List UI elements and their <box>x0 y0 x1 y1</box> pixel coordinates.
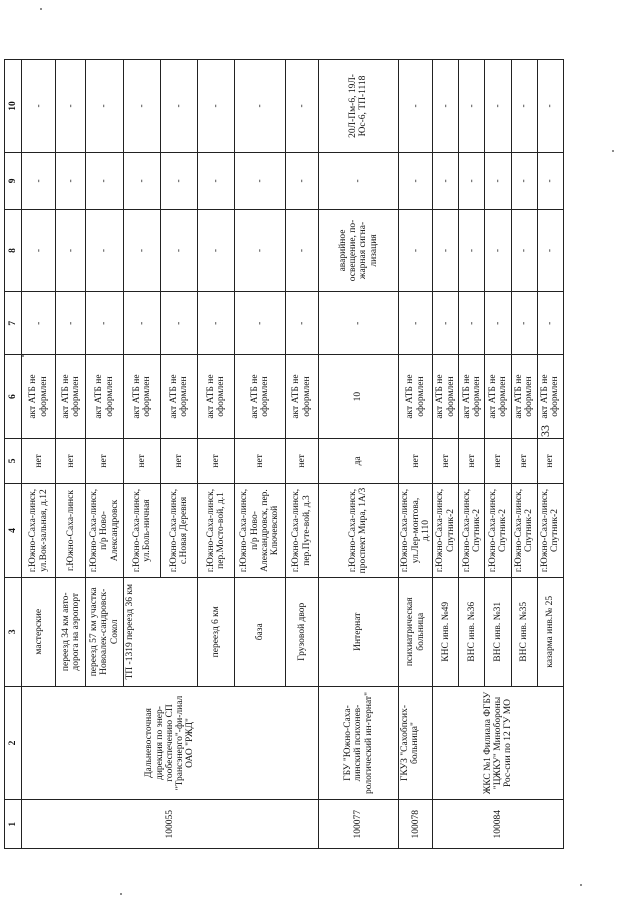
cell-object: ВНС инв. №35 <box>511 577 537 686</box>
cell-col10: - <box>235 60 285 153</box>
header-row <box>5 60 22 849</box>
cell-object: КНС инв. №49 <box>433 577 459 686</box>
cell-address: г.Южно-Саха-линск <box>56 484 86 578</box>
cell-col8: - <box>22 209 56 291</box>
cell-col5: нет <box>485 438 511 483</box>
cell-col5: нет <box>433 438 459 483</box>
rotated-table-wrapper <box>4 59 564 849</box>
cell-col9: - <box>459 152 485 209</box>
cell-address: г.Южно-Саха-линск, Спутник-2 <box>511 484 537 578</box>
cell-object: переезд 34 км авто-дорога на аэропорт <box>56 577 86 686</box>
cell-col8: - <box>86 209 123 291</box>
cell-col7: - <box>198 292 235 355</box>
cell-col5: нет <box>537 438 563 483</box>
cell-col9: - <box>433 152 459 209</box>
table-row <box>22 60 56 849</box>
cell-col9: - <box>56 152 86 209</box>
cell-id: 100077 <box>318 800 398 849</box>
cell-col7: - <box>399 292 433 355</box>
cell-col6: акт АТБ не оформлен <box>22 355 56 438</box>
page-number: 33 <box>538 425 552 437</box>
cell-col6: акт АТБ не оформлен <box>511 355 537 438</box>
cell-col6: акт АТБ не оформлен <box>433 355 459 438</box>
table-row <box>433 60 459 849</box>
facilities-table <box>4 59 564 849</box>
cell-col8: - <box>511 209 537 291</box>
cell-col10: - <box>511 60 537 153</box>
header-cell: 1 <box>5 800 22 849</box>
cell-col7: - <box>537 292 563 355</box>
cell-col9: - <box>22 152 56 209</box>
cell-col7: - <box>56 292 86 355</box>
cell-col5: нет <box>86 438 123 483</box>
cell-col6: акт АТБ не оформлен <box>86 355 123 438</box>
cell-col8: - <box>123 209 160 291</box>
cell-col7: - <box>160 292 197 355</box>
cell-object: переезд 6 км <box>198 577 235 686</box>
table-row <box>318 60 398 849</box>
header-cell: 2 <box>5 686 22 800</box>
cell-col5: нет <box>235 438 285 483</box>
cell-col10: - <box>459 60 485 153</box>
cell-organization: ЖКС №1 Филиала ФГБУ "ЦЖКУ" Минобороны Рос-сии по 12 ГУ МО <box>433 686 564 800</box>
cell-id: 100055 <box>22 800 319 849</box>
cell-col8: - <box>399 209 433 291</box>
cell-col10: - <box>56 60 86 153</box>
cell-col7: - <box>285 292 318 355</box>
cell-col7: - <box>511 292 537 355</box>
cell-organization: ГБУ "Южно-Саха-линский психонев-рологический ин-тернат" <box>318 686 398 800</box>
cell-address: г.Южно-Саха-линск, с.Новая Деревня <box>160 484 197 578</box>
cell-col6: акт АТБ не оформлен <box>537 355 563 438</box>
cell-col8: - <box>537 209 563 291</box>
cell-col7: - <box>86 292 123 355</box>
cell-address: г.Южно-Саха-линск, п/р Ново-Александровск <box>86 484 123 578</box>
cell-id: 100084 <box>433 800 564 849</box>
cell-address: г.Южно-Саха-линск, Спутник-2 <box>433 484 459 578</box>
cell-object: переезд 57 км участка Новоалек-сандровск-Сокол <box>86 577 123 686</box>
cell-col7: - <box>22 292 56 355</box>
cell-col5: да <box>318 438 398 483</box>
cell-col6: акт АТБ не оформлен <box>123 355 160 438</box>
cell-col8: - <box>160 209 197 291</box>
cell-col6: акт АТБ не оформлен <box>285 355 318 438</box>
cell-object: ТП -1319 переезд 36 км <box>123 577 197 686</box>
cell-col7: - <box>485 292 511 355</box>
cell-col5: нет <box>511 438 537 483</box>
cell-col6: акт АТБ не оформлен <box>485 355 511 438</box>
header-cell: 3 <box>5 577 22 686</box>
header-cell: 8 <box>5 209 22 291</box>
cell-col5: нет <box>399 438 433 483</box>
cell-col9: - <box>399 152 433 209</box>
cell-col6: акт АТБ не оформлен <box>56 355 86 438</box>
cell-col9: - <box>511 152 537 209</box>
cell-col5: нет <box>198 438 235 483</box>
cell-col9: - <box>485 152 511 209</box>
cell-col9: - <box>235 152 285 209</box>
cell-address: г.Южно-Саха-линск, ул.Боль-ничная <box>123 484 160 578</box>
cell-address: г.Южно-Саха-линск, Спутник-2 <box>537 484 563 578</box>
cell-organization: ГКУЗ "Сахобпсих-больница" <box>399 686 433 800</box>
header-cell: 4 <box>5 484 22 578</box>
cell-col5: нет <box>123 438 160 483</box>
cell-col6: 10 <box>318 355 398 438</box>
cell-col7: - <box>235 292 285 355</box>
cell-col8: - <box>198 209 235 291</box>
cell-col5: нет <box>285 438 318 483</box>
cell-address: г.Южно-Саха-линск, пер.Мосто-вой, д.1 <box>198 484 235 578</box>
cell-col8: аварийное освещение, по-жарная сигна-лизация <box>318 209 398 291</box>
cell-col10: - <box>22 60 56 153</box>
cell-col7: - <box>459 292 485 355</box>
cell-object: Интернат <box>318 577 398 686</box>
cell-col9: - <box>198 152 235 209</box>
cell-col6: акт АТБ не оформлен <box>160 355 197 438</box>
cell-object: ВНС инв. №31 <box>485 577 511 686</box>
cell-col5: нет <box>22 438 56 483</box>
cell-object: психиатрическая больница <box>399 577 433 686</box>
cell-col8: - <box>459 209 485 291</box>
cell-col10: - <box>433 60 459 153</box>
cell-address: г.Южно-Саха-линск, Спутник-2 <box>459 484 485 578</box>
cell-address: г.Южно-Саха-линск, проспект Мира, 1А/3 <box>318 484 398 578</box>
cell-col10: - <box>485 60 511 153</box>
cell-id: 100078 <box>399 800 433 849</box>
cell-object: мастерские <box>22 577 56 686</box>
header-cell: 10 <box>5 60 22 153</box>
cell-organization: Дальневосточная дирекция по энер-гообеспечению СП "Трансэнерго"-фи-лиал ОАО "РЖД" <box>22 686 319 800</box>
cell-address: г.Южно-Саха-линск, пер.Путе-вой, д.3 <box>285 484 318 578</box>
cell-col8: - <box>56 209 86 291</box>
cell-col10: 20Л-Пм-6, 19Л-Юс-6, ТП-1118 <box>318 60 398 153</box>
cell-col5: нет <box>459 438 485 483</box>
cell-col10: - <box>86 60 123 153</box>
header-cell: 7 <box>5 292 22 355</box>
cell-address: г.Южно-Саха-линск, Спутник-2 <box>485 484 511 578</box>
cell-object: база <box>235 577 285 686</box>
table-row <box>399 60 433 849</box>
cell-address: г.Южно-Саха-линск, ул.Вок-зальная, д.12 <box>22 484 56 578</box>
cell-col10: - <box>537 60 563 153</box>
cell-col5: нет <box>160 438 197 483</box>
cell-address: г.Южно-Саха-линск, ул.Лер-монтова, д.110 <box>399 484 433 578</box>
cell-col8: - <box>235 209 285 291</box>
cell-object: казарма инв.№ 25 <box>537 577 563 686</box>
header-cell: 6 <box>5 355 22 438</box>
cell-col9: - <box>160 152 197 209</box>
header-cell: 9 <box>5 152 22 209</box>
cell-col9: - <box>285 152 318 209</box>
header-cell: 5 <box>5 438 22 483</box>
cell-col7: - <box>123 292 160 355</box>
cell-col10: - <box>198 60 235 153</box>
cell-col9: - <box>86 152 123 209</box>
cell-col10: - <box>285 60 318 153</box>
cell-col9: - <box>318 152 398 209</box>
cell-col9: - <box>123 152 160 209</box>
cell-col10: - <box>399 60 433 153</box>
cell-col6: акт АТБ не оформлен <box>198 355 235 438</box>
cell-col6: акт АТБ не оформлен <box>399 355 433 438</box>
cell-col8: - <box>433 209 459 291</box>
cell-col10: - <box>123 60 160 153</box>
cell-col5: нет <box>56 438 86 483</box>
cell-col7: - <box>433 292 459 355</box>
cell-col10: - <box>160 60 197 153</box>
cell-object: ВНС инв. №36 <box>459 577 485 686</box>
cell-object: Грузовой двор <box>285 577 318 686</box>
cell-address: г.Южно-Саха-линск, п/р Ново-Александровск, пер. Ключевской <box>235 484 285 578</box>
cell-col9: - <box>537 152 563 209</box>
cell-col8: - <box>485 209 511 291</box>
cell-col6: акт АТБ не оформлен <box>459 355 485 438</box>
cell-col7: - <box>318 292 398 355</box>
cell-col8: - <box>285 209 318 291</box>
cell-col6: акт АТБ не оформлен <box>235 355 285 438</box>
